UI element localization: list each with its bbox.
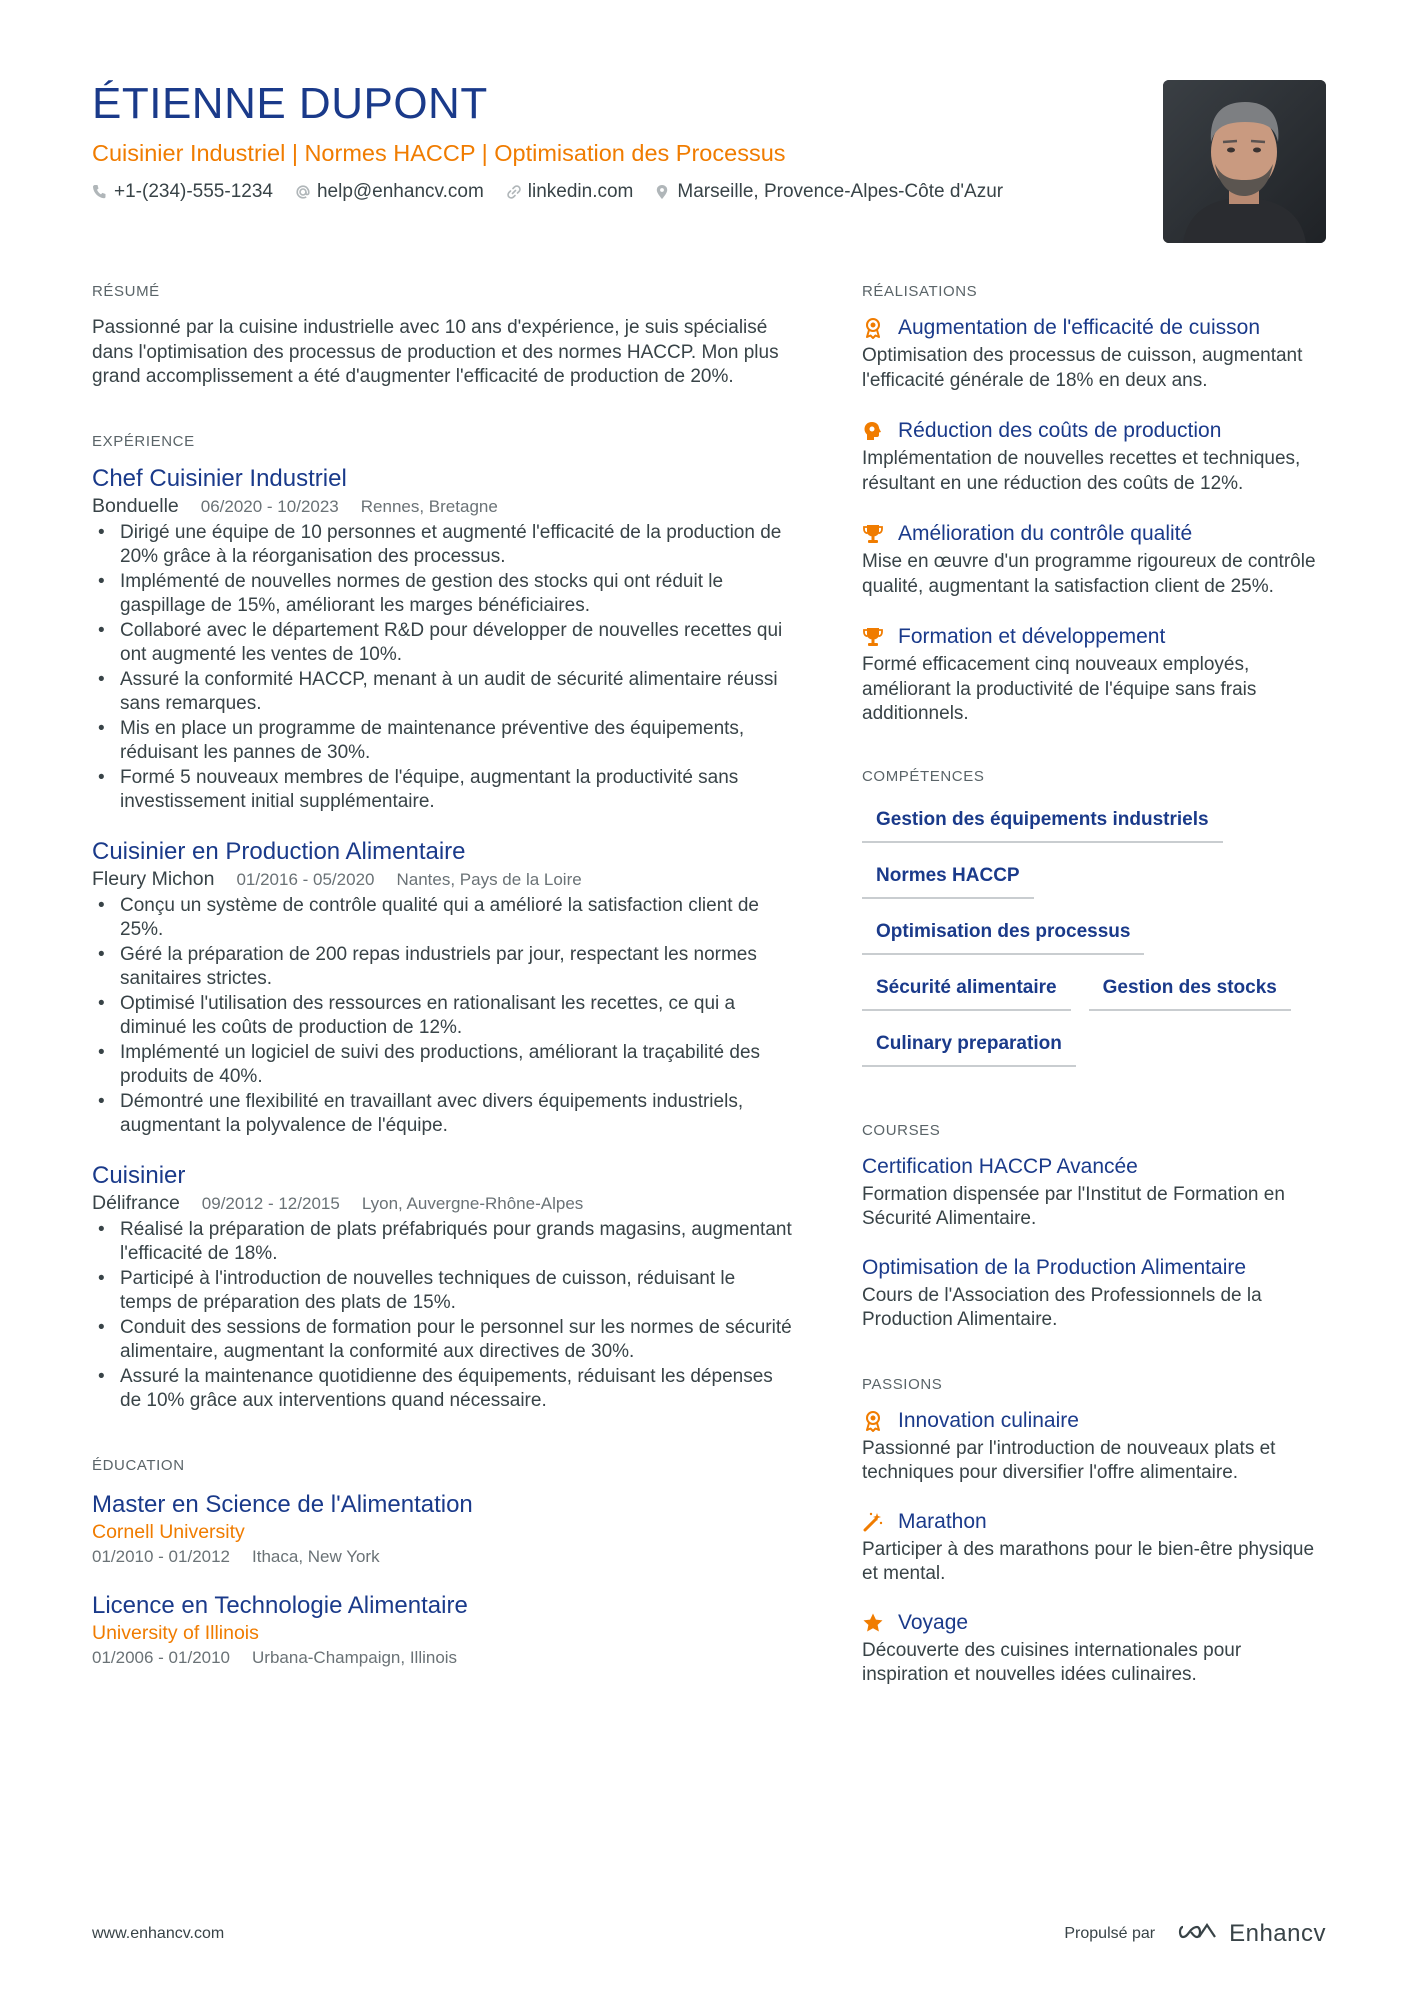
- skill-tag: Sécurité alimentaire: [862, 969, 1071, 1011]
- job-title: Chef Cuisinier Industriel: [92, 464, 347, 492]
- skills-list: [862, 801, 1332, 1081]
- achievement-text: Implémentation de nouvelles recettes et techniques, résultant en une réduction des coûts de 12%.: [862, 448, 1301, 494]
- school-name: Cornell University: [92, 1520, 245, 1543]
- bullet-item: • Réalisé la préparation de plats préfabriqués pour grands magasins, augmentant l'efficacité de 18%.: [92, 1218, 792, 1267]
- course-item: [862, 1254, 1332, 1333]
- achievement-title: Amélioration du contrôle qualité: [898, 522, 1193, 545]
- passion-header: [862, 1508, 1332, 1536]
- skills-section: [862, 767, 1332, 1081]
- experience-section: [92, 432, 792, 1414]
- achievement-header: [862, 314, 1332, 342]
- skill-tag: Normes HACCP: [862, 857, 1034, 899]
- phone-text: +1-(234)-555-1234: [114, 181, 273, 202]
- trophy-icon: [862, 626, 884, 648]
- education-dates: 01/2006 - 01/2010: [92, 1647, 231, 1667]
- contact-email[interactable]: [295, 181, 484, 203]
- achievement-header: [862, 417, 1332, 445]
- passion-text: Participer à des marathons pour le bien-être physique et mental.: [862, 1538, 1315, 1584]
- footer: [92, 1920, 1326, 1948]
- trophy-icon: [862, 523, 884, 545]
- phone-icon: [92, 184, 106, 200]
- bullet-item: • Implémenté un logiciel de suivi des productions, améliorant la traçabilité des produits de 40%.: [92, 1041, 792, 1090]
- bullet-item: • Formé 5 nouveaux membres de l'équipe, augmentant la productivité sans investissement initial supplémentaire.: [92, 766, 792, 815]
- location-pin-icon: [655, 184, 669, 200]
- company-name: Délifrance: [92, 1191, 180, 1214]
- courses-heading: COURSES: [862, 1121, 941, 1139]
- magic-wand-icon: [862, 1511, 884, 1533]
- achievement-text: Optimisation des processus de cuisson, augmentant l'efficacité générale de 18% en deux ans.: [862, 345, 1303, 391]
- job-bullets: [92, 894, 792, 1139]
- achievement-title: Réduction des coûts de production: [898, 419, 1222, 442]
- job-bullets: [92, 521, 792, 815]
- course-text: Cours de l'Association des Professionnels de la Production Alimentaire.: [862, 1284, 1262, 1330]
- experience-heading: EXPÉRIENCE: [92, 432, 195, 450]
- passion-item: [862, 1609, 1332, 1688]
- passion-text: Découverte des cuisines internationales pour inspiration et nouvelles idées culinaires.: [862, 1639, 1242, 1685]
- bullet-item: • Conçu un système de contrôle qualité qui a amélioré la satisfaction client de 25%.: [92, 894, 792, 943]
- education-dates: 01/2010 - 01/2012: [92, 1546, 231, 1566]
- job-dates: 01/2016 - 05/2020: [236, 869, 375, 889]
- contact-bar: [92, 178, 1152, 206]
- achievement-item: [862, 417, 1332, 496]
- candidate-name: ÉTIENNE DUPONT: [92, 79, 488, 128]
- job-title: Cuisinier en Production Alimentaire: [92, 837, 466, 865]
- job-meta: [92, 867, 792, 892]
- achievement-header: [862, 623, 1332, 651]
- job-meta: [92, 494, 792, 519]
- education-section: [92, 1456, 792, 1670]
- bullet-item: • Assuré la conformité HACCP, menant à un audit de sécurité alimentaire réussi sans remarques.: [92, 668, 792, 717]
- footer-branding: [1064, 1920, 1326, 1948]
- contact-linkedin[interactable]: [506, 181, 634, 203]
- bullet-item: • Conduit des sessions de formation pour le personnel sur les normes de sécurité alimentaire, augmentant la conformité aux directives de 30%.: [92, 1316, 792, 1365]
- bullet-item: • Optimisé l'utilisation des ressources en rationalisant les recettes, ce qui a diminué les coûts de production de 12%.: [92, 992, 792, 1041]
- skill-tag: Gestion des stocks: [1089, 969, 1291, 1011]
- passions-heading: PASSIONS: [862, 1375, 943, 1393]
- link-icon: [506, 184, 520, 200]
- course-title: Certification HACCP Avancée: [862, 1154, 1138, 1178]
- bullet-item: • Géré la préparation de 200 repas industriels par jour, respectant les normes sanitaires strictes.: [92, 943, 792, 992]
- linkedin-text: linkedin.com: [527, 181, 634, 202]
- star-icon: [862, 1612, 884, 1634]
- education-location: Urbana-Champaign, Illinois: [252, 1647, 458, 1667]
- profile-photo: [1163, 80, 1326, 243]
- powered-by-text: Propulsé par: [1064, 1925, 1156, 1942]
- company-name: Bonduelle: [92, 494, 179, 517]
- education-item: [92, 1591, 792, 1670]
- job-title: Cuisinier: [92, 1161, 186, 1189]
- course-text: Formation dispensée par l'Institut de Formation en Sécurité Alimentaire.: [862, 1183, 1285, 1229]
- passions-section: [862, 1375, 1332, 1688]
- education-meta: [92, 1545, 792, 1569]
- achievement-item: [862, 520, 1332, 599]
- experience-item: [92, 464, 792, 815]
- achievements-heading: RÉALISATIONS: [862, 283, 978, 300]
- experience-item: [92, 837, 792, 1139]
- contact-phone: [92, 181, 273, 203]
- passion-item: [862, 1508, 1332, 1587]
- course-title: Optimisation de la Production Alimentaire: [862, 1255, 1247, 1279]
- courses-section: [862, 1121, 1332, 1333]
- passion-title: Innovation culinaire: [898, 1408, 1079, 1432]
- contact-location: [655, 181, 1003, 203]
- job-dates: 09/2012 - 12/2015: [201, 1193, 340, 1213]
- left-column: [92, 282, 792, 1670]
- job-location: Lyon, Auvergne-Rhône-Alpes: [361, 1193, 584, 1213]
- email-text: help@enhancv.com: [316, 181, 484, 202]
- job-location: Nantes, Pays de la Loire: [396, 869, 582, 889]
- footer-website[interactable]: www.enhancv.com: [92, 1925, 225, 1942]
- bullet-item: • Démontré une flexibilité en travaillant avec divers équipements industriels, augmentant la polyvalence de l'équipe.: [92, 1090, 792, 1139]
- skill-tag: Gestion des équipements industriels: [862, 801, 1223, 843]
- award-icon: [862, 317, 884, 339]
- bullet-item: • Dirigé une équipe de 10 personnes et augmenté l'efficacité de la production de 20% grâce à la réorganisation des processus.: [92, 521, 792, 570]
- bullet-item: • Participé à l'introduction de nouvelles techniques de cuisson, réduisant le temps de préparation des plats de 15%.: [92, 1267, 792, 1316]
- skills-heading: COMPÉTENCES: [862, 767, 985, 785]
- award-icon: [862, 1410, 884, 1432]
- education-location: Ithaca, New York: [252, 1546, 380, 1566]
- achievements-section: [862, 282, 1332, 727]
- bullet-item: • Mis en place un programme de maintenance préventive des équipements, réduisant les pannes de 30%.: [92, 717, 792, 766]
- bullet-item: • Implémenté de nouvelles normes de gestion des stocks qui ont réduit le gaspillage de 15%, améliorant les marges bénéficiaires.: [92, 570, 792, 619]
- achievement-title: Augmentation de l'efficacité de cuisson: [898, 316, 1261, 339]
- experience-item: [92, 1161, 792, 1414]
- passion-title: Marathon: [898, 1509, 987, 1533]
- degree-title: Master en Science de l'Alimentation: [92, 1490, 473, 1518]
- header: [92, 78, 1152, 206]
- right-column: [862, 282, 1332, 1688]
- job-bullets: [92, 1218, 792, 1414]
- achievement-text: Mise en œuvre d'un programme rigoureux de contrôle qualité, augmentant la satisfaction client de 25%.: [862, 551, 1316, 597]
- head-icon: [862, 420, 884, 442]
- school-name: University of Illinois: [92, 1621, 259, 1644]
- location-text: Marseille, Provence-Alpes-Côte d'Azur: [677, 181, 1004, 202]
- summary-heading: RÉSUMÉ: [92, 283, 160, 300]
- skill-tag: Optimisation des processus: [862, 913, 1144, 955]
- summary-section: [92, 282, 792, 390]
- job-dates: 06/2020 - 10/2023: [200, 496, 339, 516]
- education-heading: ÉDUCATION: [92, 1456, 185, 1474]
- passion-header: [862, 1609, 1332, 1637]
- company-name: Fleury Michon: [92, 867, 215, 890]
- job-location: Rennes, Bretagne: [360, 496, 498, 516]
- bullet-item: • Collaboré avec le département R&D pour développer de nouvelles recettes qui ont augmenté les ventes de 10%.: [92, 619, 792, 668]
- passion-item: [862, 1407, 1332, 1486]
- achievement-item: [862, 623, 1332, 727]
- education-meta: [92, 1646, 792, 1670]
- degree-title: Licence en Technologie Alimentaire: [92, 1591, 468, 1619]
- headline: Cuisinier Industriel | Normes HACCP | Optimisation des Processus: [92, 140, 786, 166]
- achievement-title: Formation et développement: [898, 625, 1166, 648]
- achievement-text: Formé efficacement cinq nouveaux employés, améliorant la productivité de l'équipe sans frais additionnels.: [862, 654, 1257, 724]
- achievement-item: [862, 314, 1332, 393]
- brand-name: Enhancv: [1229, 1920, 1326, 1947]
- summary-text: Passionné par la cuisine industrielle avec 10 ans d'expérience, je suis spécialisé dans l'optimisation des processus de production et des normes HACCP. Mon plus grand accomplissement a été d'augmenter l'efficacité de production de 20%.: [92, 317, 779, 387]
- passion-title: Voyage: [898, 1610, 969, 1634]
- course-item: [862, 1153, 1332, 1232]
- achievement-header: [862, 520, 1332, 548]
- at-icon: [295, 184, 309, 200]
- skill-tag: Culinary preparation: [862, 1025, 1076, 1067]
- passion-text: Passionné par l'introduction de nouveaux plats et techniques pour diversifier l'offre alimentaire.: [862, 1437, 1276, 1483]
- enhancv-logo-icon: [1177, 1921, 1221, 1948]
- job-meta: [92, 1191, 792, 1216]
- bullet-item: • Assuré la maintenance quotidienne des équipements, réduisant les dépenses de 10% grâce aux interventions quand nécessaire.: [92, 1365, 792, 1414]
- education-item: [92, 1490, 792, 1569]
- passion-header: [862, 1407, 1332, 1435]
